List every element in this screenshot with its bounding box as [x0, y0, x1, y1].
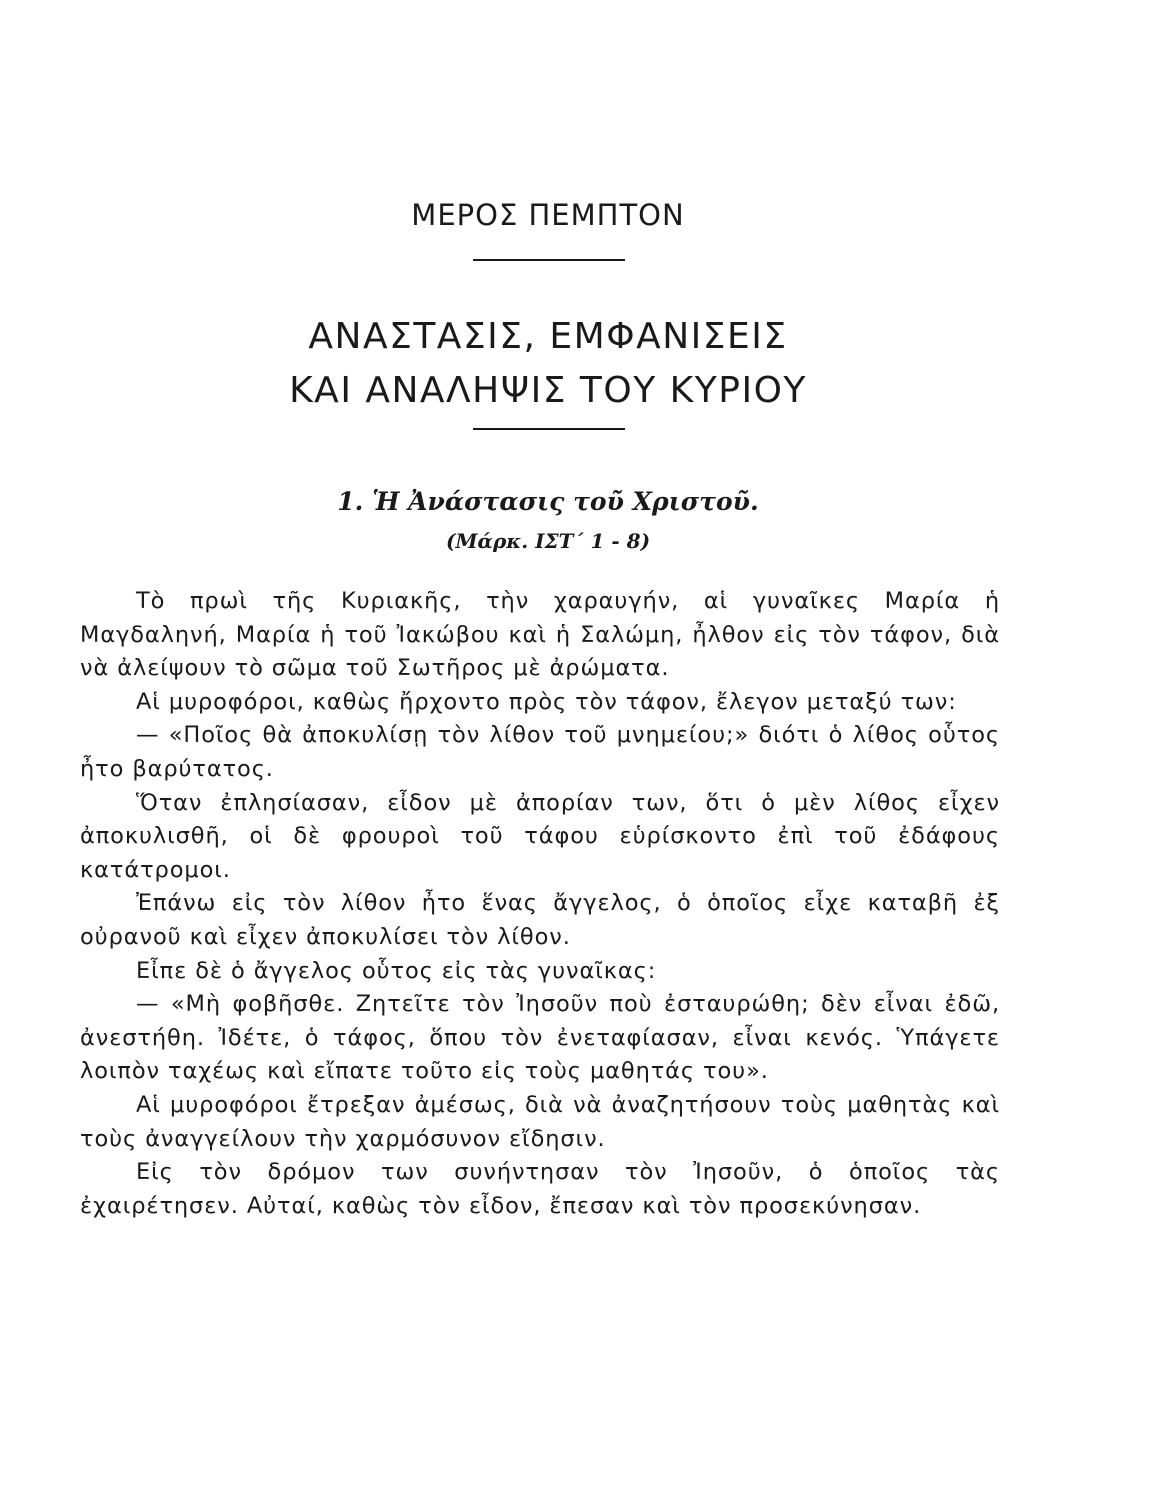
part-heading: ΜΕΡΟΣ ΠΕΜΠΤΟΝ: [411, 198, 685, 232]
divider-rule-top: [473, 259, 625, 261]
section-title: 1. Ἡ Ἀνάστασις τοῦ Χριστοῦ.: [337, 487, 759, 516]
section-reference: (Μάρκ. ΙΣΤ΄ 1 - 8): [445, 529, 651, 553]
paragraph: Ὅταν ἐπλησίασαν, εἶδον μὲ ἀπορίαν των, ὅτι ὁ μὲν λίθος εἶχεν ἀποκυλισθῆ, οἱ δὲ φρουροὶ τοῦ τάφου εὑρίσκοντο ἐπὶ τοῦ ἐδάφους κατάτρομοι.: [80, 789, 1000, 883]
paragraph: — «Μὴ φοβῆσθε. Ζητεῖτε τὸν Ἰησοῦν ποὺ ἐσταυρώθη; δὲν εἶναι ἐδῶ, ἀνεστήθη. Ἰδέτε, ὁ τάφος, ὅπου τὸν ἐνεταφίασαν, εἶναι κενός. Ὑπάγετε λοιπὸν ταχέως καὶ εἴπατε τοῦτο εἰς τοὺς μαθητάς του».: [80, 991, 1000, 1085]
paragraph: Ἐπάνω εἰς τὸν λίθον ἦτο ἕνας ἄγγελος, ὁ ὁποῖος εἶχε καταβῆ ἐξ οὐρανοῦ καὶ εἶχεν ἀποκυλίσει τὸν λίθον.: [80, 890, 1000, 950]
main-title: [0, 310, 1096, 418]
paragraph: — «Ποῖος θὰ ἀποκυλίσῃ τὸν λίθον τοῦ μνημείου;» διότι ὁ λίθος οὗτος ἦτο βαρύτατος.: [80, 722, 1000, 782]
paragraph: Αἱ μυροφόροι ἔτρεξαν ἀμέσως, διὰ νὰ ἀναζητήσουν τοὺς μαθητὰς καὶ τοὺς ἀναγγείλουν τὴν χαρμόσυνον εἴδησιν.: [80, 1091, 1000, 1152]
paragraph: Τὸ πρωὶ τῆς Κυριακῆς, τὴν χαραυγήν, αἱ γυναῖκες Μαρία ἡ Μαγδαληνή, Μαρία ἡ τοῦ Ἰακώβου καὶ ἡ Σαλώμη, ἦλθον εἰς τὸν τάφον, διὰ νὰ ἀλείψουν τὸ σῶμα τοῦ Σωτῆρος μὲ ἀρώματα.: [80, 588, 1000, 682]
paragraph: Αἱ μυροφόροι, καθὼς ἤρχοντο πρὸς τὸν τάφον, ἔλεγον μεταξύ των:: [136, 688, 957, 715]
main-title-line-2: ΚΑΙ ΑΝΑΛΗΨΙΣ ΤΟΥ ΚΥΡΙΟΥ: [289, 370, 807, 411]
paragraph: Εἰς τὸν δρόμον των συνήντησαν τὸν Ἰησοῦν, ὁ ὁποῖος τὰς ἐχαιρέτησεν. Αὐταί, καθὼς τὸν εἶδον, ἔπεσαν καὶ τὸν προσεκύνησαν.: [80, 1159, 1000, 1219]
divider-rule-bottom: [473, 428, 625, 430]
paragraph: Εἶπε δὲ ὁ ἄγγελος οὗτος εἰς τὰς γυναῖκας:: [136, 957, 657, 984]
body-text: [80, 585, 1000, 1223]
main-title-line-1: ΑΝΑΣΤΑΣΙΣ, ΕΜΦΑΝΙΣΕΙΣ: [308, 316, 788, 357]
